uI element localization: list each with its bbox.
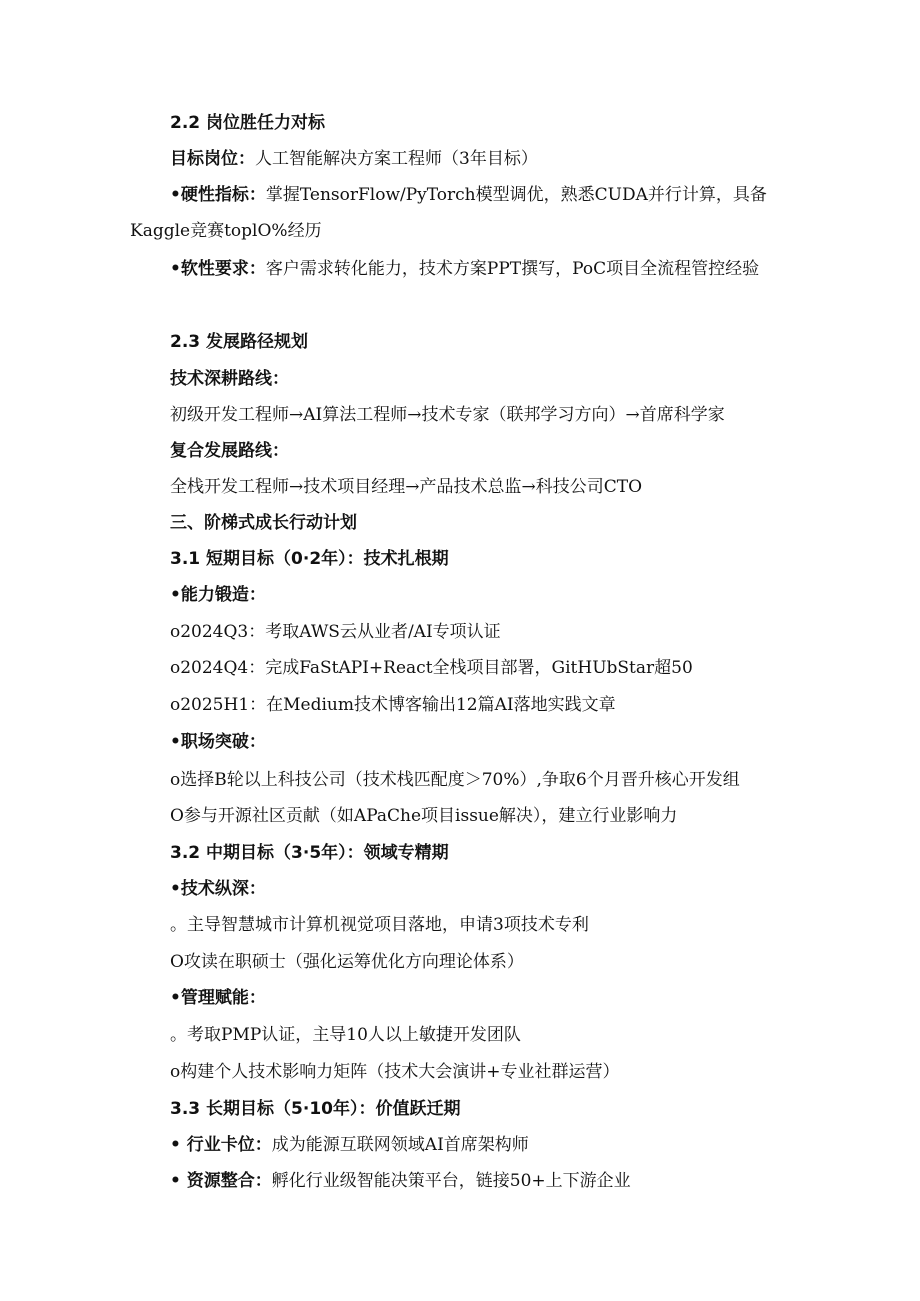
industry-position-text: 成为能源互联网领域AI首席架构师 xyxy=(271,1135,529,1155)
industry-position-label: • 行业卡位： xyxy=(170,1135,272,1155)
tech-path-label: 技术深耕路线： xyxy=(170,369,289,389)
resource-integration-text: 孵化行业级智能决策平台，链接50+上下游企业 xyxy=(271,1171,631,1191)
section-heading-2-2: 2.2 岗位胜任力对标 xyxy=(170,113,326,133)
soft-requirements-paragraph xyxy=(130,251,790,287)
resource-integration-line xyxy=(170,1170,790,1192)
ability-building-label: •能力锻造： xyxy=(170,585,266,605)
section-heading-3-2: 3.2 中期目标（3·5年）：领域专精期 xyxy=(170,843,449,863)
list-item: 。主导智慧城市计算机视觉项目落地，申请3项技术专利 xyxy=(170,915,589,935)
section-heading-2-3: 2.3 发展路径规划 xyxy=(170,332,309,352)
composite-path-text: 全栈开发工程师→技术项目经理→产品技术总监→科技公司CTO xyxy=(170,477,643,497)
hard-indicators-label: •硬性指标： xyxy=(170,185,266,205)
tech-depth-label: •技术纵深： xyxy=(170,879,266,899)
hard-indicators-paragraph xyxy=(130,177,790,249)
industry-position-line xyxy=(170,1134,790,1156)
target-position-label: 目标岗位： xyxy=(170,149,255,169)
target-position-line xyxy=(170,148,790,170)
hard-indicators-text: 掌握TensorFlow/PyTorch模型调优，熟悉CUDA并行计算，具备Kaggle竞赛toplO%经历 xyxy=(130,185,767,241)
management-empower-label: •管理赋能： xyxy=(170,988,266,1008)
list-item: O攻读在职硕士（强化运筹优化方向理论体系） xyxy=(170,952,524,972)
soft-requirements-text: 客户需求转化能力，技术方案PPT撰写，PoC项目全流程管控经验 xyxy=(265,259,760,279)
list-item: o选择B轮以上科技公司（技术栈匹配度＞70%）,争取6个月晋升核心开发组 xyxy=(170,770,740,790)
list-item: O参与开源社区贡献（如APaChe项目issue解决），建立行业影响力 xyxy=(170,806,678,826)
list-item: 。考取PMP认证，主导10人以上敏捷开发团队 xyxy=(170,1025,521,1045)
composite-path-label: 复合发展路线： xyxy=(170,441,289,461)
list-item: o2024Q4：完成FaStAPI+React全栈项目部署，GitHUbStar超50 xyxy=(170,658,693,678)
target-position-text: 人工智能解决方案工程师（3年目标） xyxy=(255,149,538,169)
list-item: o构建个人技术影响力矩阵（技术大会演讲+专业社群运营） xyxy=(170,1062,620,1082)
section-heading-3-3: 3.3 长期目标（5·10年）：价值跃迁期 xyxy=(170,1099,461,1119)
section-heading-3-1: 3.1 短期目标（0·2年）：技术扎根期 xyxy=(170,549,449,569)
career-breakthrough-label: •职场突破： xyxy=(170,732,266,752)
soft-requirements-label: •软性要求： xyxy=(170,259,266,279)
list-item: o2024Q3：考取AWS云从业者/AI专项认证 xyxy=(170,622,501,642)
tech-path-text: 初级开发工程师→AI算法工程师→技术专家（联邦学习方向）→首席科学家 xyxy=(170,405,725,425)
resource-integration-label: • 资源整合： xyxy=(170,1171,272,1191)
list-item: o2025H1：在Medium技术博客输出12篇AI落地实践文章 xyxy=(170,695,616,715)
chapter-heading-3: 三、阶梯式成长行动计划 xyxy=(170,513,357,533)
